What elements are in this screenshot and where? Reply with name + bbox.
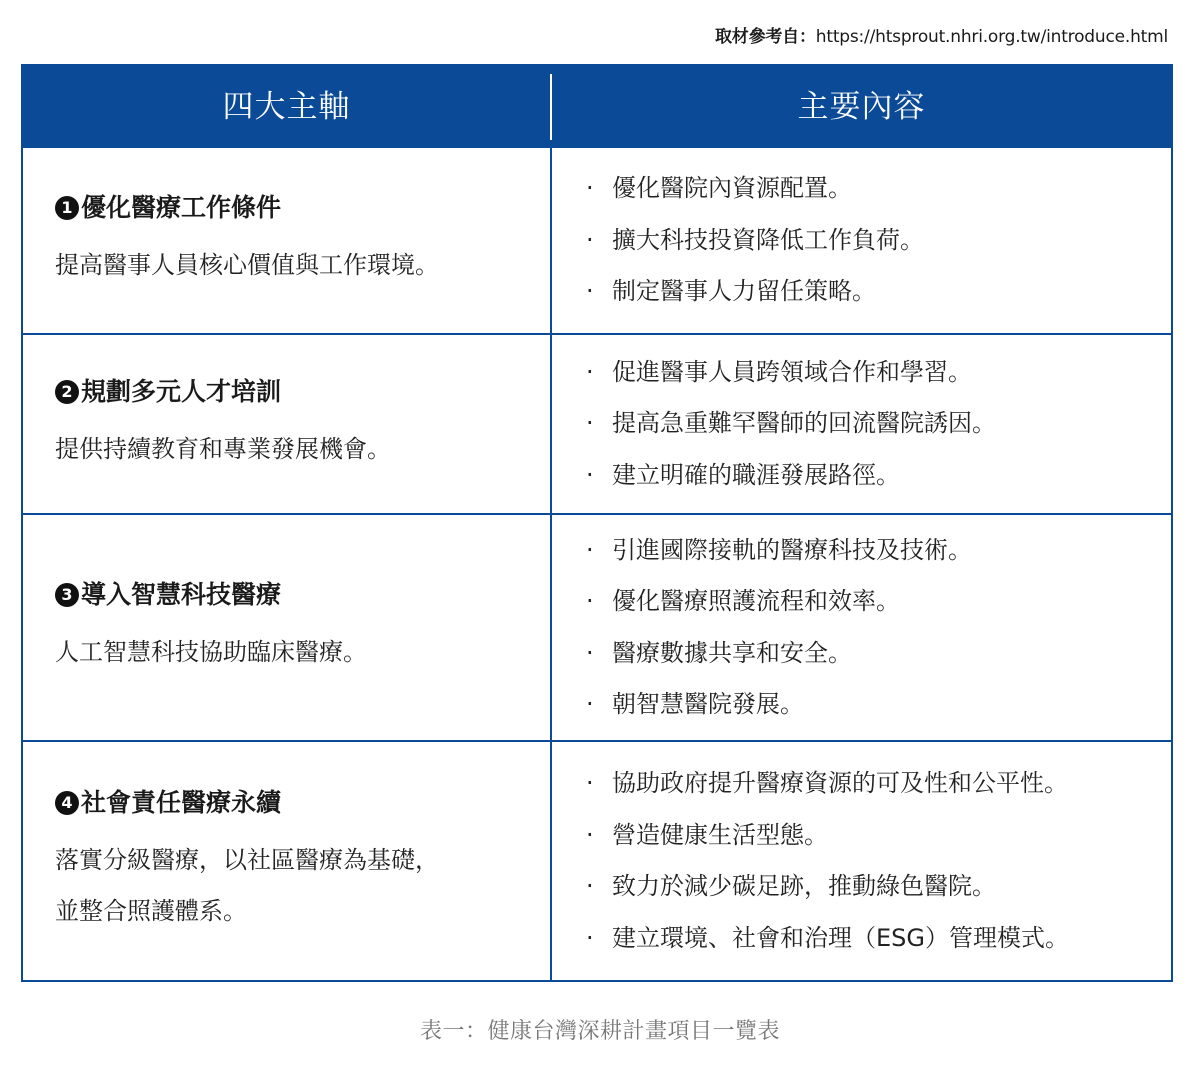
list-item bbox=[586, 628, 1171, 680]
content-cell bbox=[552, 742, 1171, 980]
bullet-icon: · bbox=[586, 277, 594, 306]
bullet-icon: · bbox=[586, 638, 594, 667]
table-caption: 表一：健康台灣深耕計畫項目一覽表 bbox=[419, 1019, 780, 1044]
list-item bbox=[586, 679, 1171, 731]
table-row bbox=[23, 335, 1171, 515]
bullet-icon: · bbox=[586, 409, 594, 438]
source-url[interactable]: https://htsprout.nhri.org.tw/introduce.html bbox=[815, 27, 1168, 47]
list-item bbox=[586, 913, 1171, 965]
bullet-icon: · bbox=[586, 587, 594, 615]
table-header bbox=[23, 66, 1171, 148]
table-row bbox=[23, 148, 1171, 335]
list-item-text: 醫療數據共享和安全。 bbox=[612, 638, 852, 667]
list-item-text: 朝智慧醫院發展。 bbox=[612, 690, 804, 718]
list-item bbox=[586, 398, 1171, 450]
number-badge-icon: 1 bbox=[55, 196, 79, 220]
axis-description: 落實分級醫療，以社區醫療為基礎， bbox=[55, 846, 439, 874]
source-label: 取材參考自： bbox=[714, 27, 816, 47]
axis-cell bbox=[23, 515, 550, 740]
table-row bbox=[23, 742, 1171, 980]
list-item-text: 致力於減少碳足跡，推動綠色醫院。 bbox=[612, 872, 996, 900]
bullet-icon: · bbox=[586, 923, 594, 952]
header-content: 主要內容 bbox=[797, 89, 926, 125]
source-citation bbox=[715, 22, 1168, 47]
axis-title-text: 社會責任醫療永續 bbox=[81, 788, 282, 817]
bullet-icon: · bbox=[586, 690, 594, 718]
content-cell bbox=[552, 515, 1171, 740]
list-item-text: 引進國際接軌的醫療科技及技術。 bbox=[612, 535, 972, 564]
list-item-text: 提高急重難罕醫師的回流醫院誘因。 bbox=[612, 409, 996, 438]
list-item bbox=[586, 450, 1171, 502]
axis-title-text: 優化醫療工作條件 bbox=[81, 193, 282, 222]
bullet-icon: · bbox=[586, 535, 594, 564]
axis-title bbox=[55, 190, 550, 226]
bullet-icon: · bbox=[586, 225, 594, 254]
axis-cell bbox=[23, 742, 550, 980]
axis-cell bbox=[23, 335, 550, 513]
axis-cell bbox=[23, 148, 550, 333]
bullet-icon: · bbox=[586, 872, 594, 900]
list-item bbox=[586, 347, 1171, 399]
axis-title bbox=[55, 374, 550, 410]
list-item bbox=[586, 525, 1171, 577]
number-badge-icon: 2 bbox=[55, 380, 79, 404]
axis-title bbox=[55, 577, 550, 613]
axis-description: 提供持續教育和專業發展機會。 bbox=[55, 434, 391, 463]
bullet-icon: · bbox=[586, 174, 594, 203]
project-table bbox=[21, 64, 1173, 982]
number-badge-icon: 4 bbox=[55, 791, 79, 815]
list-item bbox=[586, 810, 1171, 862]
header-axes: 四大主軸 bbox=[222, 89, 351, 125]
list-item bbox=[586, 861, 1171, 913]
axis-description: 並整合照護體系。 bbox=[55, 897, 247, 925]
axis-title-text: 規劃多元人才培訓 bbox=[81, 376, 282, 406]
list-item-text: 促進醫事人員跨領域合作和學習。 bbox=[612, 357, 972, 386]
list-item-text: 優化醫療照護流程和效率。 bbox=[612, 587, 900, 615]
list-item-text: 優化醫院內資源配置。 bbox=[612, 174, 852, 203]
axis-description: 提高醫事人員核心價值與工作環境。 bbox=[55, 251, 439, 279]
axis-title bbox=[55, 785, 550, 821]
number-badge-icon: 3 bbox=[55, 583, 79, 607]
list-item bbox=[586, 163, 1171, 215]
content-cell bbox=[552, 335, 1171, 513]
list-item-text: 建立明確的職涯發展路徑。 bbox=[612, 460, 900, 489]
content-cell bbox=[552, 148, 1171, 333]
list-item-text: 協助政府提升醫療資源的可及性和公平性。 bbox=[612, 769, 1068, 797]
list-item bbox=[586, 576, 1171, 628]
bullet-icon: · bbox=[586, 357, 594, 386]
list-item-text: 營造健康生活型態。 bbox=[612, 820, 828, 849]
list-item-text: 制定醫事人力留任策略。 bbox=[612, 277, 876, 306]
axis-title-text: 導入智慧科技醫療 bbox=[81, 580, 282, 609]
bullet-icon: · bbox=[586, 820, 594, 849]
list-item-text: 擴大科技投資降低工作負荷。 bbox=[612, 225, 924, 254]
list-item bbox=[586, 215, 1171, 267]
table-row bbox=[23, 515, 1171, 742]
bullet-icon: · bbox=[586, 460, 594, 489]
axis-description: 人工智慧科技協助臨床醫療。 bbox=[55, 638, 367, 666]
list-item bbox=[586, 266, 1171, 318]
list-item-text: 建立環境、社會和治理（ESG）管理模式。 bbox=[612, 923, 1069, 952]
bullet-icon: · bbox=[586, 769, 594, 797]
list-item bbox=[586, 758, 1171, 810]
